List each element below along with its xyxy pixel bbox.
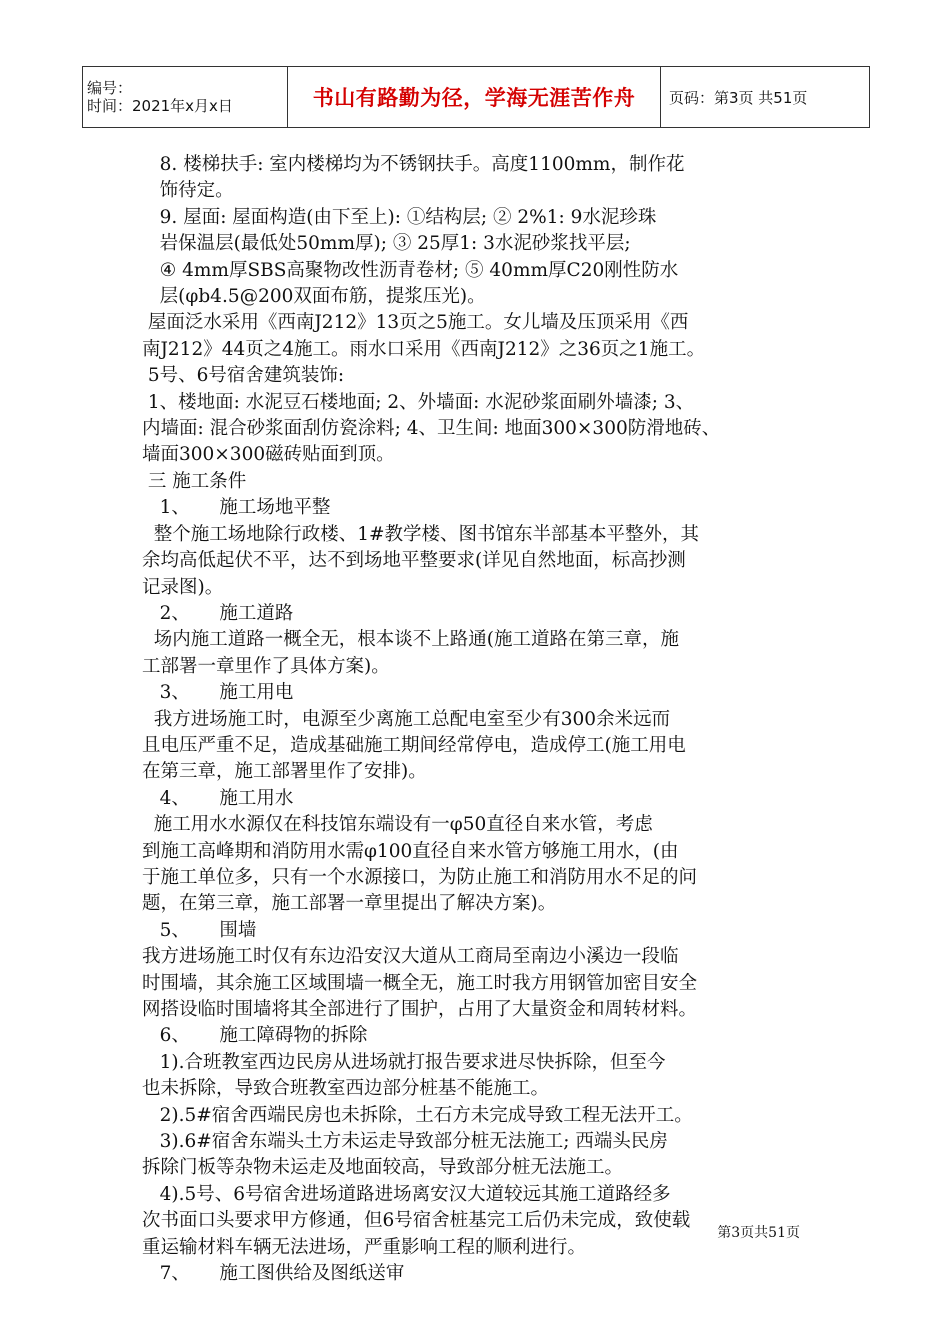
body-line: 1、 施工场地平整 — [142, 497, 331, 519]
body-line: 3、 施工用电 — [142, 682, 294, 704]
body-line: 题，在第三章，施工部署一章里提出了解决方案)。 — [142, 893, 557, 915]
body-line: 我方进场施工时仅有东边沿安汉大道从工商局至南边小溪边一段临 — [142, 946, 679, 968]
body-line: 记录图)。 — [142, 576, 224, 598]
body-line: 余均高低起伏不平，达不到场地平整要求(详见自然地面，标高抄测 — [142, 550, 686, 572]
body-line: 场内施工道路一概全无，根本谈不上路通(施工道路在第三章，施 — [142, 629, 679, 651]
body-line: 网搭设临时围墙将其全部进行了围护，占用了大量资金和周转材料。 — [142, 999, 698, 1020]
body-line: 8. 楼梯扶手: 室内楼梯均为不锈钢扶手。高度1100mm，制作花 — [142, 154, 685, 175]
body-line: 时围墙，其余施工区域围墙一概全无，施工时我方用钢管加密目安全 — [142, 972, 698, 994]
header-motto: 书山有路勤为径，学海无涯苦作舟 — [288, 67, 661, 128]
body-line: 1).合班教室西边民房从进场就打报告要求进尽快拆除，但至今 — [142, 1051, 666, 1073]
body-line: 7、 施工图供给及图纸送审 — [142, 1263, 405, 1285]
body-line: 到施工高峰期和消防用水需φ100直径自来水管方够施工用水，(由 — [142, 840, 679, 862]
body-line: ④ 4mm厚SBS高聚物改性沥青卷材; ⑤ 40mm厚C20刚性防水 — [142, 259, 679, 281]
body-line: 拆除门板等杂物未运走及地面较高，导致部分桩无法施工。 — [142, 1157, 624, 1179]
body-line: 在第三章，施工部署里作了安排)。 — [142, 761, 427, 783]
body-line: 南J212》44页之4施工。雨水口采用《西南J212》之36页之1施工。 — [142, 338, 706, 360]
document-date-label: 时间：2021年x月x日 — [87, 97, 233, 115]
body-line: 6、 施工障碍物的拆除 — [142, 1025, 368, 1047]
document-number-label: 编号： — [87, 79, 133, 97]
body-line: 2).5#宿舍西端民房也未拆除，土石方未完成导致工程无法开工。 — [142, 1104, 693, 1126]
body-line: 5号、6号宿舍建筑装饰: — [142, 365, 345, 387]
body-line: 于施工单位多，只有一个水源接口，为防止施工和消防用水不足的问 — [142, 866, 698, 888]
body-line: 施工用水水源仅在科技馆东端设有一φ50直径自来水管，考虑 — [142, 814, 653, 836]
body-line: 也未拆除，导致合班教室西边部分桩基不能施工。 — [142, 1078, 550, 1100]
body-line: 3).6#宿舍东端头土方未运走导致部分桩无法施工; 西端头民房 — [142, 1131, 668, 1153]
body-line: 我方进场施工时，电源至少离施工总配电室至少有300余米远而 — [142, 708, 671, 730]
body-line: 饰待定。 — [142, 180, 234, 202]
body-line: 9. 屋面: 屋面构造(由下至上): ①结构层; ② 2%1: 9水泥珍珠 — [142, 206, 657, 228]
header-page-number: 页码：第3页 共51页 — [661, 67, 870, 128]
body-line: 岩保温层(最低处50mm厚); ③ 25厚1: 3水泥砂浆找平层; — [142, 233, 631, 255]
body-line: 层(φb4.5@200双面布筋，提浆压光)。 — [142, 286, 486, 308]
header-meta-cell — [83, 67, 288, 128]
body-line: 5、 围墙 — [142, 919, 257, 941]
body-line: 工部署一章里作了具体方案)。 — [142, 655, 390, 677]
body-line: 三 施工条件 — [142, 470, 247, 492]
document-body — [142, 152, 812, 1287]
body-line: 内墙面: 混合砂浆面刮仿瓷涂料; 4、卫生间: 地面300×300防滑地砖、 — [142, 418, 721, 440]
body-line: 屋面泛水采用《西南J212》13页之5施工。女儿墙及压顶采用《西 — [142, 312, 689, 334]
body-line: 整个施工场地除行政楼、1#教学楼、图书馆东半部基本平整外，其 — [142, 523, 700, 545]
body-line: 次书面口头要求甲方修通，但6号宿舍桩基完工后仍未完成，致使载 — [142, 1210, 691, 1232]
body-line: 墙面300×300磁砖贴面到顶。 — [142, 444, 395, 466]
body-line: 1、楼地面: 水泥豆石楼地面; 2、外墙面: 水泥砂浆面刷外墙漆; 3、 — [142, 391, 695, 413]
header-table — [82, 66, 870, 128]
footer-page-number: 第3页共51页 — [717, 1225, 800, 1241]
body-line: 且电压严重不足，造成基础施工期间经常停电，造成停工(施工用电 — [142, 734, 686, 756]
body-line: 2、 施工道路 — [142, 602, 294, 624]
body-line: 4、 施工用水 — [142, 787, 294, 809]
body-line: 4).5号、6号宿舍进场道路进场离安汉大道较远其施工道路经多 — [142, 1183, 671, 1205]
body-line: 重运输材料车辆无法进场，严重影响工程的顺利进行。 — [142, 1236, 587, 1258]
